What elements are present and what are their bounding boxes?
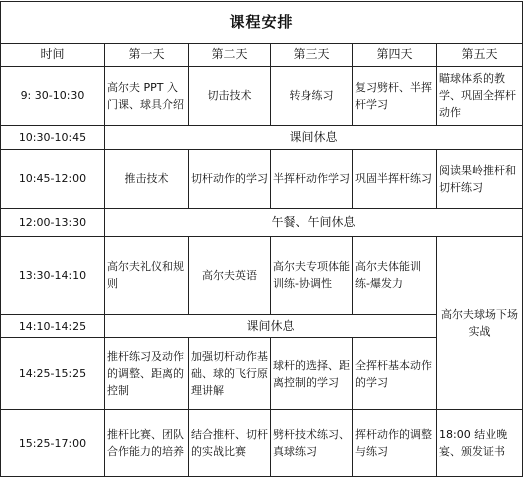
- session-cell: 结合推杆、切杆的实战比赛: [189, 410, 271, 477]
- session-cell: 切杆动作的学习: [189, 150, 271, 208]
- time-slot: 12:00-13:30: [1, 208, 105, 236]
- time-slot: 15:25-17:00: [1, 410, 105, 477]
- header-row: [1, 43, 523, 66]
- session-cell: 18:00 结业晚宴、颁发证书: [437, 410, 523, 477]
- session-cell: 阅读果岭推杆和切杆练习: [437, 150, 523, 208]
- header-day4: 第四天: [353, 43, 437, 66]
- session-cell: 高尔夫专项体能训练-协调性: [271, 236, 353, 314]
- schedule-row: [1, 410, 523, 477]
- title-row: [1, 2, 523, 44]
- session-cell: 挥杆动作的调整与练习: [353, 410, 437, 477]
- break-row: [1, 126, 523, 150]
- session-cell: 推击技术: [105, 150, 189, 208]
- time-slot: 13:30-14:10: [1, 236, 105, 314]
- session-cell: 瞄球体系的教学、巩固全挥杆动作: [437, 66, 523, 126]
- schedule-row: [1, 150, 523, 208]
- schedule-document: [0, 1, 522, 477]
- header-time: 时间: [1, 43, 105, 66]
- session-cell: 转身练习: [271, 66, 353, 126]
- session-cell: 半挥杆动作学习: [271, 150, 353, 208]
- session-cell: 推杆比赛、团队合作能力的培养: [105, 410, 189, 477]
- time-slot: 9: 30-10:30: [1, 66, 105, 126]
- schedule-row: [1, 66, 523, 126]
- session-cell: 加强切杆动作基础、球的飞行原理讲解: [189, 338, 271, 410]
- session-cell: 高尔夫球场下场实战: [437, 236, 523, 409]
- time-slot: 14:25-15:25: [1, 338, 105, 410]
- time-slot: 10:30-10:45: [1, 126, 105, 150]
- break-label: 课间休息: [105, 126, 523, 150]
- session-cell: 切击技术: [189, 66, 271, 126]
- header-day1: 第一天: [105, 43, 189, 66]
- session-cell: 全挥杆基本动作的学习: [353, 338, 437, 410]
- schedule-title: 课程安排: [1, 2, 523, 44]
- time-slot: 10:45-12:00: [1, 150, 105, 208]
- session-cell: 球杆的选择、距离控制的学习: [271, 338, 353, 410]
- header-day2: 第二天: [189, 43, 271, 66]
- session-cell: 高尔夫 PPT 入门课、球具介绍: [105, 66, 189, 126]
- course-schedule-table: [0, 1, 523, 477]
- session-cell: 复习劈杆、半挥杆学习: [353, 66, 437, 126]
- break-label: 午餐、午间休息: [105, 208, 523, 236]
- break-row: [1, 208, 523, 236]
- header-day5: 第五天: [437, 43, 523, 66]
- session-cell: 高尔夫礼仪和规则: [105, 236, 189, 314]
- session-cell: 推杆练习及动作的调整、距离的控制: [105, 338, 189, 410]
- session-cell: 劈杆技术练习、真球练习: [271, 410, 353, 477]
- header-day3: 第三天: [271, 43, 353, 66]
- time-slot: 14:10-14:25: [1, 315, 105, 338]
- session-cell: 高尔夫英语: [189, 236, 271, 314]
- session-cell: 高尔夫体能训练-爆发力: [353, 236, 437, 314]
- schedule-row: [1, 236, 523, 314]
- break-label: 课间休息: [105, 315, 437, 338]
- session-cell: 巩固半挥杆练习: [353, 150, 437, 208]
